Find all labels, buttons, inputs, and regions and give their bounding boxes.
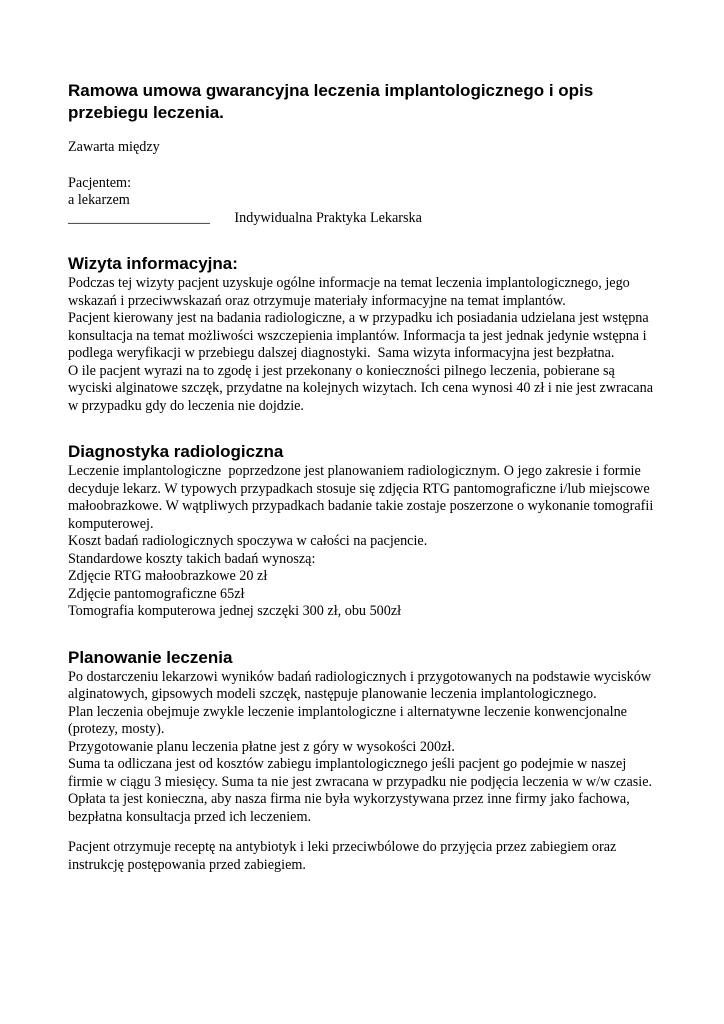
signature-blank-line: ____________________ (68, 209, 210, 226)
party-patient-label: Pacjentem: (68, 174, 132, 191)
section-paragraph: Przygotowanie planu leczenia płatne jest z góry w wysokości 200zł. (68, 738, 455, 755)
section-paragraph: Leczenie implantologiczne poprzedzone jest planowaniem radiologicznym. O jego zakresie i formie decyduje lekarz. W typowych przypadkach stosuje się zdjęcia RTG pantomograficzne i/lub miejscowe małoobrazkowe. W wątpliwych przypadkach badanie takie zostaje poszerzone o wykonanie tomografii komputerowej. (68, 463, 657, 532)
section-paragraph: Pacjent kierowany jest na badania radiologiczne, a w przypadku ich posiadania udzielana jest wstępna konsultacja na temat możliwości wszczepienia implantów. Informacja ta jest jednak jedynie wstępna i podlega weryfikacji w przebiegu dalszej diagnostyki. Sama wizyta informacyjna jest bezpłatna. (68, 310, 653, 361)
section-paragraph: Opłata ta jest konieczna, aby nasza firma nie była wykorzystywana przez inne firmy jako fachowa, bezpłatna konsultacja przed ich leczeniem. (68, 791, 634, 825)
section-heading: Diagnostyka radiologiczna (68, 442, 284, 461)
section-paragraph: Standardowe koszty takich badań wynoszą: (68, 550, 316, 567)
section-paragraph: Pacjent otrzymuje receptę na antybiotyk i leki przeciwbólowe do przyjęcia przez zabiegiem oraz instrukcję postępowania przed zabiegiem. (68, 839, 620, 873)
document-section (68, 253, 666, 415)
document-title: Ramowa umowa gwarancyjna leczenia implantologicznego i opis przebiegu leczenia. (68, 81, 598, 122)
section-paragraph: O ile pacjent wyrazi na to zgodę i jest przekonany o konieczności pilnego leczenia, pobierane są wyciski alginatowe szczęk, przydatne na kolejnych wizytach. Ich cena wynosi 40 zł i nie jest zwracana w przypadku gdy do leczenia nie dojdzie. (68, 362, 657, 414)
intro-opening-line: Zawarta między (68, 139, 160, 155)
section-paragraph: Zdjęcie pantomograficzne 65zł (68, 585, 245, 602)
document-sections (68, 253, 666, 874)
section-paragraph: Podczas tej wizyty pacjent uzyskuje ogólne informacje na temat leczenia implantologicznego, jego wskazań i przeciwwskazań oraz otrzymuje materiały informacyjne na temat implantów. (68, 275, 634, 309)
intro-parties-block (68, 175, 666, 228)
section-heading: Planowanie leczenia (68, 647, 233, 667)
section-body (68, 669, 666, 875)
section-heading: Wizyta informacyjna: (68, 254, 238, 273)
signature-row (68, 210, 666, 228)
paragraph-spacer (68, 826, 666, 839)
section-paragraph: Zdjęcie RTG małoobrazkowe 20 zł (68, 568, 268, 584)
section-body (68, 463, 666, 621)
section-paragraph: Po dostarczeniu lekarzowi wyników badań radiologicznych i przygotowanych na podstawie wycisków alginatowych, gipsowych modeli szczęk, następuje planowanie leczenia implantologicznego. (68, 668, 655, 702)
section-paragraph: Tomografia komputerowa jednej szczęki 300 zł, obu 500zł (68, 603, 402, 619)
section-body (68, 275, 666, 415)
section-paragraph: Koszt badań radiologicznych spoczywa w całości na pacjencie. (68, 533, 428, 549)
party-doctor-label: a lekarzem (68, 192, 130, 208)
practice-name-label: Indywidualna Praktyka Lekarska (234, 209, 422, 226)
document-section (68, 441, 666, 621)
section-paragraph: Plan leczenia obejmuje zwykle leczenie implantologiczne i alternatywne leczenie konwencjonalne (protezy, mosty). (68, 703, 631, 737)
section-paragraph: Suma ta odliczana jest od kosztów zabiegu implantologicznego jeśli pacjent go podejmie w naszej firmie w ciągu 3 miesięcy. Suma ta nie jest zwracana w przypadku nie podjęcia leczenia w w/w czasie. (68, 756, 653, 790)
document-section (68, 647, 666, 875)
